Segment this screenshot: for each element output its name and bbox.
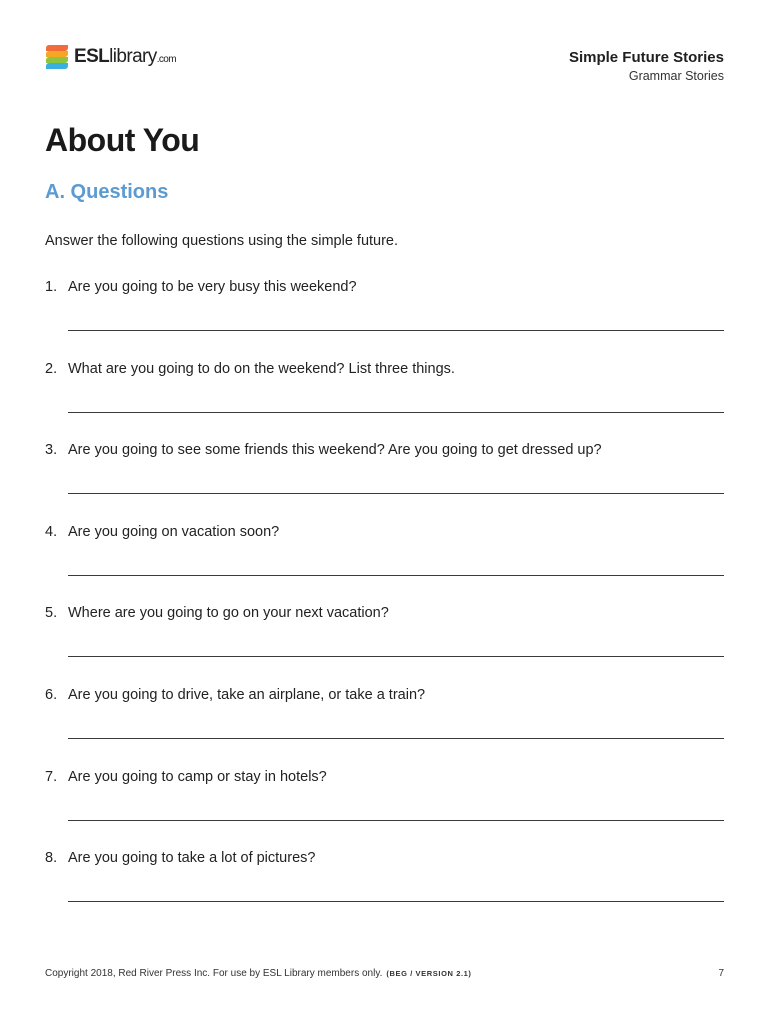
answer-line[interactable] (68, 493, 724, 494)
question-text: Are you going to drive, take an airplane, or take a train? (68, 686, 426, 703)
footer-copyright: Copyright 2018, Red River Press Inc. For use by ESL Library members only. (BEG / VERSION 2.1) (45, 968, 472, 979)
section-heading: A. Questions (45, 181, 169, 203)
answer-line[interactable] (68, 820, 724, 821)
question-number: 2. (45, 360, 58, 377)
question-number: 3. (45, 442, 58, 459)
question-text: Where are you going to go on your next vacation? (68, 605, 389, 622)
question-text: Are you going to be very busy this weekend? (68, 279, 357, 295)
footer-version: (BEG / VERSION 2.1) (386, 969, 472, 978)
page-title: About You (45, 122, 200, 158)
question-item (45, 361, 724, 443)
question-text: Are you going to take a lot of pictures? (68, 850, 316, 867)
answer-line[interactable] (68, 330, 724, 331)
question-item (45, 850, 724, 932)
question-text: Are you going to see some friends this weekend? Are you going to get dressed up? (68, 442, 602, 459)
document-header (569, 49, 724, 83)
question-item (45, 524, 724, 606)
question-number: 7. (45, 768, 58, 785)
question-item (45, 442, 724, 524)
question-item (45, 769, 724, 851)
logo-stripe (46, 63, 68, 69)
question-item (45, 279, 724, 361)
answer-line[interactable] (68, 901, 724, 902)
question-list (45, 279, 724, 932)
question-text: Are you going to camp or stay in hotels? (68, 768, 327, 785)
stacked-books-icon (46, 44, 70, 70)
question-number: 4. (45, 523, 58, 540)
instructions: Answer the following questions using the simple future. (45, 233, 399, 249)
question-number: 1. (45, 279, 58, 295)
question-item (45, 687, 724, 769)
question-number: 8. (45, 850, 58, 867)
answer-line[interactable] (68, 412, 724, 413)
series-subtitle: Grammar Stories (628, 69, 724, 83)
question-number: 5. (45, 605, 58, 622)
question-item (45, 605, 724, 687)
answer-line[interactable] (68, 738, 724, 739)
answer-line[interactable] (68, 656, 724, 657)
question-text: What are you going to do on the weekend? List three things. (68, 360, 455, 377)
page-number: 7 (718, 968, 724, 979)
logo-wordmark: ESLlibrary.com (74, 46, 176, 67)
answer-line[interactable] (68, 575, 724, 576)
esl-library-logo (46, 44, 176, 70)
question-text: Are you going on vacation soon? (68, 523, 280, 540)
series-title: Simple Future Stories (568, 49, 724, 66)
question-number: 6. (45, 686, 58, 703)
